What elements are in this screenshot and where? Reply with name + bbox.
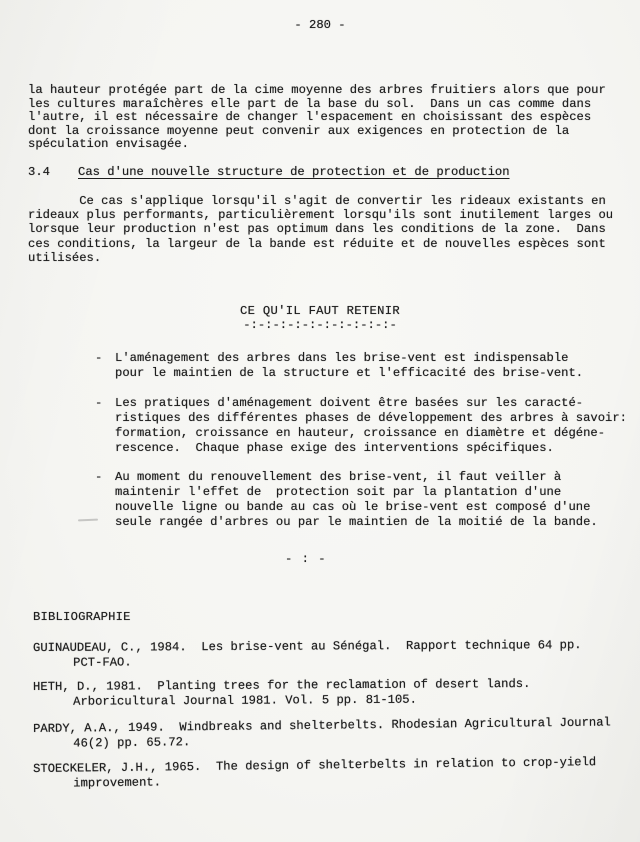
text-line: lorsque leur production n'est pas optimum dans les conditions de la zone. Dans (28, 222, 606, 237)
bibliography-entry (33, 677, 531, 710)
bullet-line: Les pratiques d'aménagement doivent être basées sur les caracté- (115, 396, 584, 410)
bullet-line: L'aménagement des arbres dans les brise-vent est indispensable (115, 351, 569, 365)
reference-line: GUINAUDEAU, C., 1984. Les brise-vent au Sénégal. Rapport technique 64 pp. (33, 638, 582, 655)
reference-line: STOECKELER, J.H., 1965. The design of shelterbelts in relation to crop-yield (33, 755, 597, 776)
reference-line: PCT-FAO. (73, 655, 132, 670)
text-line: dont la croissance moyenne peut convenir aux exigences en protection de la (28, 123, 570, 138)
bibliography-title: BIBLIOGRAPHIE (33, 610, 131, 624)
text-line: les cultures maraîchères elle part de la base du sol. Dans un cas comme dans (28, 96, 592, 111)
text-line: l'autre, il est nécessaire de changer l'espacement en choisissant des espèces (28, 110, 592, 125)
bibliography-entry (33, 755, 596, 792)
callout-divider: -:-:-:-:-:-:-:-:-:-:- (243, 318, 397, 332)
section-separator: - : - (285, 552, 327, 566)
section-number: 3.4 (28, 165, 50, 179)
intro-paragraph (28, 84, 606, 152)
bullet-item (95, 351, 635, 381)
bullet-marker: - (95, 470, 103, 484)
section-title: Cas d'une nouvelle structure de protection et de production (78, 165, 510, 179)
bullet-line: nouvelle ligne ou bande au cas où le brise-vent est composé d'une (115, 500, 591, 514)
bullet-marker: - (95, 351, 103, 365)
bullet-item (95, 470, 635, 530)
section-heading (28, 165, 510, 179)
callout-title: CE QU'IL FAUT RETENIR (240, 304, 400, 318)
bullet-item (95, 396, 635, 456)
reference-line: 46(2) pp. 65.72. (73, 735, 191, 751)
bullet-line: formation, croissance en hauteur, croissance en diamètre et dégéne- (115, 426, 606, 440)
bibliography-entry (33, 715, 611, 752)
text-line: spéculation envisagée. (28, 137, 189, 152)
bullet-line: rescence. Chaque phase exige des interventions spécifiques. (115, 441, 554, 455)
reference-line: PARDY, A.A., 1949. Windbreaks and shelterbelts. Rhodesian Agricultural Journal (33, 715, 611, 736)
text-line: la hauteur protégée part de la cime moyenne des arbres fruitiers alors que pour (28, 83, 606, 97)
bullet-line: Au moment du renouvellement des brise-vent, il faut veiller à (115, 470, 562, 484)
bibliography-entry (33, 638, 582, 671)
text-line: Ce cas s'applique lorsqu'il s'agit de convertir les rideaux existants en (28, 194, 606, 208)
scan-artifact (78, 519, 98, 522)
text-line: utilisées. (28, 250, 102, 265)
text-line: rideaux plus performants, particulièrement lorsqu'ils sont inutilement larges ou (28, 208, 614, 223)
reference-line: improvement. (73, 775, 162, 791)
reference-line: HETH, D., 1981. Planting trees for the reclamation of desert lands. (33, 676, 531, 694)
bullet-marker: - (95, 396, 103, 410)
page-number: - 280 - (294, 18, 346, 32)
reference-line: Arboricultural Journal 1981. Vol. 5 pp. 81-105. (73, 692, 417, 709)
bullet-line: maintenir l'effet de protection soit par la plantation d'une (115, 485, 562, 499)
text-line: ces conditions, la largeur de la bande est réduite et de nouvelles espèces sont (28, 236, 606, 251)
bullet-line: seule rangée d'arbres ou par le maintien de la moitié de la bande. (115, 515, 598, 529)
section-paragraph (28, 194, 613, 265)
bullet-line: pour le maintien de la structure et l'efficacité des brise-vent. (115, 366, 584, 380)
bullet-line: ristiques des différentes phases de développement des arbres à savoir: (115, 411, 627, 425)
